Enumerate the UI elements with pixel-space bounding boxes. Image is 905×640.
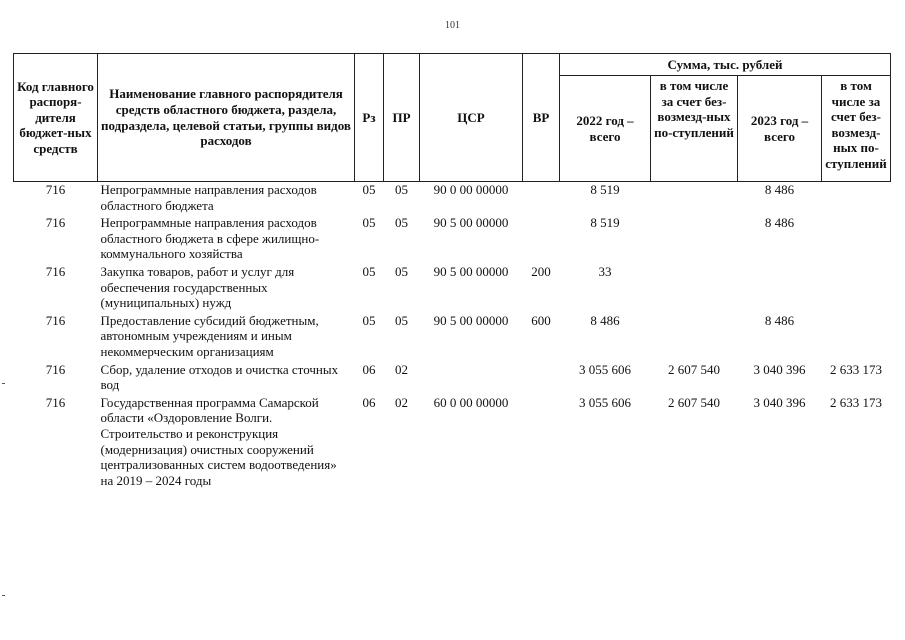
- cell-2022-total: 8 486: [590, 312, 620, 328]
- cell-vr: [523, 215, 560, 264]
- header-sum: Сумма, тыс. рублей: [560, 54, 891, 76]
- cell-2022-total: 3 055 606: [579, 394, 631, 410]
- cell-pr: 05: [395, 263, 408, 279]
- cell-2023-free: [822, 182, 891, 216]
- cell-2023-total: 8 486: [764, 182, 795, 197]
- cell-rz: 06: [362, 361, 376, 377]
- cell-pr: 05: [395, 215, 408, 231]
- table-row: [14, 264, 891, 313]
- scan-mark: [2, 595, 5, 596]
- cell-2023-free: [822, 215, 891, 264]
- cell-rz: 05: [362, 312, 376, 328]
- cell-csr: 90 5 00 00000: [433, 312, 509, 328]
- cell-name: Непрограммные направления расходов областного бюджета: [100, 182, 317, 213]
- cell-code: 716: [45, 215, 66, 231]
- cell-csr: [420, 362, 523, 395]
- table-row: [14, 395, 891, 491]
- cell-name: Государственная программа Самарской области «Оздоровление Волги. Строительство и реконструкция (модернизация) очистных сооружений централизованных систем водоотведения» на 2019 – 2024 годы: [100, 394, 337, 488]
- cell-csr: 90 5 00 00000: [433, 215, 509, 231]
- cell-pr: 02: [395, 394, 408, 410]
- table-row: [14, 362, 891, 395]
- cell-2023-free: [822, 313, 891, 362]
- cell-code: 716: [45, 263, 66, 279]
- cell-vr: [523, 395, 560, 491]
- header-2022-total: 2022 год – всего: [560, 76, 651, 182]
- cell-2023-total: 3 040 396: [753, 394, 806, 410]
- cell-2023-total: 3 040 396: [753, 361, 806, 377]
- cell-2022-free: 2 607 540: [668, 394, 720, 410]
- header-2023-total: 2023 год – всего: [738, 76, 822, 182]
- table-body: [14, 182, 891, 491]
- cell-pr: 02: [395, 361, 408, 377]
- header-rz: Рз: [355, 54, 384, 182]
- cell-csr: 60 0 00 00000: [433, 394, 509, 410]
- table-row: [14, 215, 891, 264]
- cell-2023-free: 2 633 173: [830, 361, 882, 377]
- cell-code: 716: [45, 312, 66, 328]
- cell-vr: [523, 362, 560, 395]
- header-2022-free: в том числе за счет без-возмезд-ных по-ступлений: [651, 76, 738, 182]
- header-code: Код главного распоря-дителя бюджет-ных средств: [14, 54, 98, 182]
- cell-2022-free: [651, 215, 738, 264]
- cell-name: Непрограммные направления расходов областного бюджета в сфере жилищно-коммунального хозяйства: [100, 215, 320, 262]
- scan-mark: [2, 383, 5, 384]
- header-2023-free: в том числе за счет без-возмезд-ных по-ступлений: [822, 76, 891, 182]
- cell-csr: 90 5 00 00000: [433, 263, 509, 279]
- header-vr: ВР: [523, 54, 560, 182]
- cell-2022-free: [651, 182, 738, 216]
- cell-2023-total: 8 486: [764, 312, 795, 328]
- cell-code: 716: [45, 394, 66, 410]
- cell-2023-free: 2 633 173: [830, 394, 882, 410]
- cell-code: 716: [45, 182, 66, 197]
- cell-2022-free: [651, 264, 738, 313]
- cell-rz: 05: [362, 182, 376, 197]
- cell-csr: 90 0 00 00000: [433, 182, 509, 197]
- table-row: [14, 182, 891, 216]
- cell-2022-total: 8 519: [590, 182, 620, 197]
- cell-2023-total: [738, 264, 822, 313]
- cell-2023-free: [822, 264, 891, 313]
- cell-vr: [523, 182, 560, 216]
- cell-vr: 600: [531, 312, 551, 328]
- cell-rz: 06: [362, 394, 376, 410]
- cell-2022-total: 33: [598, 263, 612, 279]
- cell-2022-total: 3 055 606: [579, 361, 631, 377]
- page-number: 101: [445, 20, 460, 31]
- header-pr: ПР: [384, 54, 420, 182]
- header-csr: ЦСР: [420, 54, 523, 182]
- cell-2023-total: 8 486: [764, 215, 795, 231]
- cell-pr: 05: [395, 312, 408, 328]
- cell-vr: 200: [531, 263, 551, 279]
- cell-name: Закупка товаров, работ и услуг для обеспечения государственных (муниципальных) нужд: [100, 263, 295, 311]
- cell-code: 716: [45, 361, 66, 377]
- cell-2022-total: 8 519: [590, 215, 620, 231]
- cell-name: Сбор, удаление отходов и очистка сточных вод: [100, 361, 339, 393]
- cell-2022-free: 2 607 540: [668, 361, 720, 377]
- cell-rz: 05: [362, 215, 376, 231]
- budget-table: [13, 53, 891, 490]
- cell-pr: 05: [395, 182, 408, 197]
- cell-rz: 05: [362, 263, 376, 279]
- header-name: Наименование главного распорядителя средств областного бюджета, раздела, подраздела, целевой статьи, группы видов расходов: [98, 54, 355, 182]
- cell-name: Предоставление субсидий бюджетным, автономным учреждениям и иным некоммерческим организациям: [100, 312, 319, 359]
- table-row: [14, 313, 891, 362]
- cell-2022-free: [651, 313, 738, 362]
